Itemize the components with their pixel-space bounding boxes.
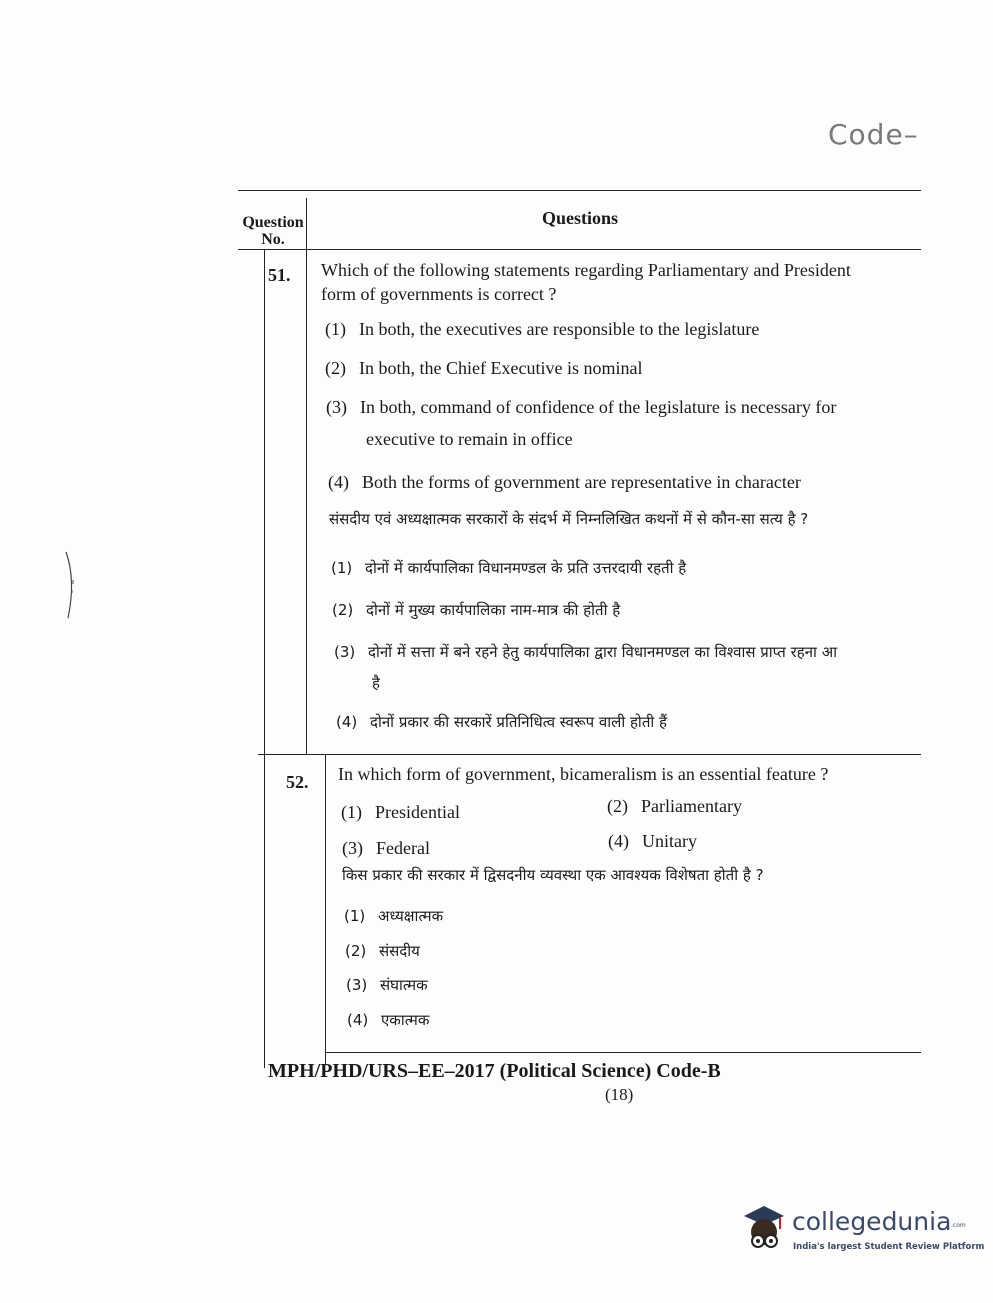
collegedunia-mascot-icon xyxy=(738,1198,790,1256)
option-number: (1) xyxy=(341,802,362,822)
option-text: Presidential xyxy=(375,802,460,822)
table-column-divider xyxy=(306,198,307,754)
option-number: (1) xyxy=(344,907,366,925)
option xyxy=(332,599,620,621)
option xyxy=(607,794,742,818)
row-divider xyxy=(258,754,921,755)
question-text-english xyxy=(321,258,851,306)
option-number: (1) xyxy=(331,559,353,577)
option-text: संघात्मक xyxy=(380,976,428,994)
option-number: (4) xyxy=(347,1011,369,1029)
option-number: (4) xyxy=(608,831,629,851)
option xyxy=(346,974,428,996)
option xyxy=(326,395,836,419)
option-text: In both, the Chief Executive is nominal xyxy=(359,358,643,378)
option-number: (3) xyxy=(334,643,356,661)
option-number: (2) xyxy=(607,796,628,816)
option-number: (2) xyxy=(345,942,367,960)
option-number: (3) xyxy=(342,838,363,858)
option xyxy=(341,800,460,824)
question-number: 52. xyxy=(286,772,309,792)
question-text-hindi: किस प्रकार की सरकार में द्विसदनीय व्यवस्था एक आवश्यक विशेषता होती है ? xyxy=(342,866,764,884)
option xyxy=(342,836,430,860)
option-text-continued: है xyxy=(372,674,380,692)
exam-code-footer: MPH/PHD/URS–EE–2017 (Political Science) Code-B xyxy=(268,1060,721,1082)
option xyxy=(345,940,420,962)
collegedunia-logo-suffix: .com xyxy=(951,1222,966,1229)
option-text: दोनों में मुख्य कार्यपालिका नाम-मात्र की होती है xyxy=(366,601,621,619)
option-text: संसदीय xyxy=(379,942,420,960)
column-header-questions: Questions xyxy=(542,208,619,228)
option xyxy=(325,317,759,341)
question-text-english: In which form of government, bicameralism is an essential feature ? xyxy=(338,764,829,784)
code-label: Code– xyxy=(828,118,919,151)
column-header-qno: Question No. xyxy=(242,214,304,248)
option-text: Both the forms of government are representative in character xyxy=(362,472,801,492)
option-number: (2) xyxy=(325,358,346,378)
option-number: (4) xyxy=(336,713,358,731)
question-text-line: Which of the following statements regarding Parliamentary and President xyxy=(321,260,851,280)
question-number: 51. xyxy=(268,265,291,285)
option-text: In both, the executives are responsible to the legislature xyxy=(359,319,760,339)
option xyxy=(336,711,667,733)
table-header-bottom-border xyxy=(238,249,921,250)
option-number: (1) xyxy=(325,319,346,339)
page-number: (18) xyxy=(605,1085,634,1104)
option xyxy=(325,356,642,380)
option xyxy=(334,641,921,663)
option-text: दोनों प्रकार की सरकारें प्रतिनिधित्व स्वरूप वाली होती हैं xyxy=(370,713,667,731)
binding-mark xyxy=(62,550,82,620)
option-text: Federal xyxy=(376,838,430,858)
option-text: In both, command of confidence of the legislature is necessary for xyxy=(360,397,837,417)
option xyxy=(328,470,801,494)
option-number: (2) xyxy=(332,601,354,619)
option-text: Parliamentary xyxy=(641,796,742,816)
option xyxy=(608,829,697,853)
option xyxy=(344,905,443,927)
option-number: (3) xyxy=(346,976,368,994)
option-text: दोनों में कार्यपालिका विधानमण्डल के प्रति उत्तरदायी रहती है xyxy=(365,559,687,577)
option-text-continued: executive to remain in office xyxy=(366,429,573,449)
table-left-border xyxy=(264,250,265,1068)
option-text: Unitary xyxy=(642,831,697,851)
table-top-border xyxy=(238,190,921,191)
option-number: (4) xyxy=(328,472,349,492)
option-text: दोनों में सत्ता में बने रहने हेतु कार्यपालिका द्वारा विधानमण्डल का विश्वास प्राप्त रहना आ xyxy=(368,643,838,661)
question-text-hindi: संसदीय एवं अध्यक्षात्मक सरकारों के संदर्भ में निम्नलिखित कथनों में से कौन-सा सत्य है ? xyxy=(329,510,809,528)
option-number: (3) xyxy=(326,397,347,417)
table-column-divider-lower xyxy=(325,754,326,1064)
option-text: अध्यक्षात्मक xyxy=(378,907,444,925)
option-text: एकात्मक xyxy=(381,1011,430,1029)
collegedunia-tagline: India's largest Student Review Platform xyxy=(793,1242,985,1252)
collegedunia-logo-text: collegedunia xyxy=(792,1207,952,1236)
option xyxy=(331,557,686,579)
question-text-line: form of governments is correct ? xyxy=(321,284,557,304)
option xyxy=(347,1009,429,1031)
table-bottom-border xyxy=(325,1052,921,1053)
